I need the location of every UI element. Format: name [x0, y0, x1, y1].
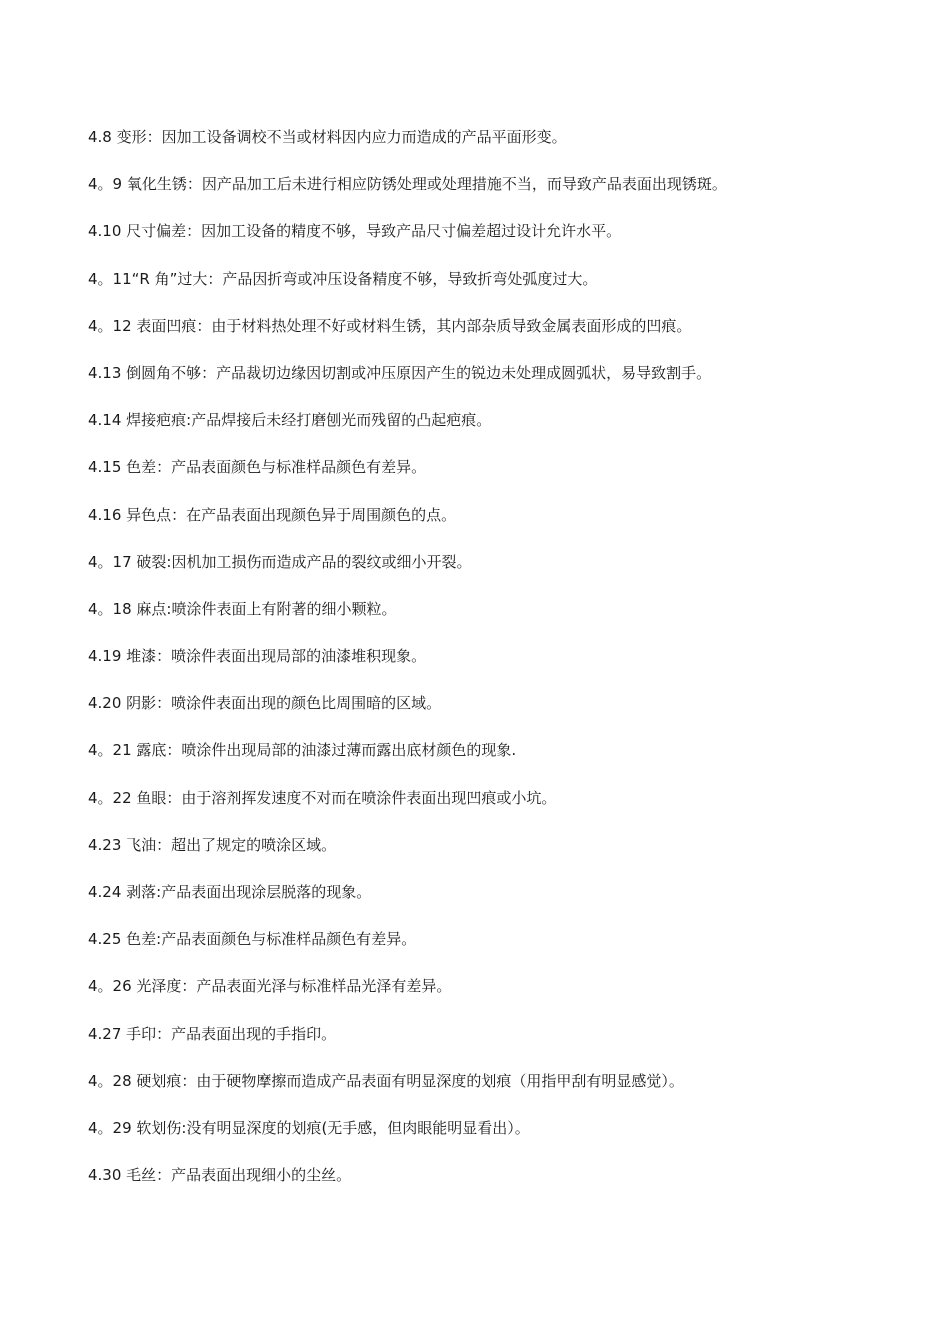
definition-item-4-15: 4.15 色差：产品表面颜色与标准样品颜色有差异。	[88, 458, 427, 477]
definition-item-4-10: 4.10 尺寸偏差：因加工设备的精度不够，导致产品尺寸偏差超过设计允许水平。	[88, 222, 622, 241]
definition-item-4-9: 4。9 氧化生锈：因产品加工后未进行相应防锈处理或处理措施不当，而导致产品表面出现锈斑。	[88, 175, 727, 194]
definition-item-4-20: 4.20 阴影：喷涂件表面出现的颜色比周围暗的区域。	[88, 694, 442, 713]
definition-item-4-25: 4.25 色差:产品表面颜色与标准样品颜色有差异。	[88, 930, 417, 949]
definition-item-4-18: 4。18 麻点:喷涂件表面上有附著的细小颗粒。	[88, 599, 397, 618]
definition-item-4-12: 4。12 表面凹痕：由于材料热处理不好或材料生锈，其内部杂质导致金属表面形成的凹痕。	[88, 316, 692, 335]
definition-item-4-26: 4。26 光泽度：产品表面光泽与标准样品光泽有差异。	[88, 977, 452, 996]
definition-item-4-30: 4.30 毛丝：产品表面出现细小的尘丝。	[88, 1166, 352, 1185]
definition-item-4-27: 4.27 手印：产品表面出现的手指印。	[88, 1024, 337, 1043]
definition-item-4-22: 4。22 鱼眼：由于溶剂挥发速度不对而在喷涂件表面出现凹痕或小坑。	[88, 788, 557, 807]
definition-item-4-11: 4。11“R 角”过大：产品因折弯或冲压设备精度不够，导致折弯处弧度过大。	[88, 269, 598, 288]
definition-list	[88, 125, 888, 1210]
definition-item-4-19: 4.19 堆漆：喷涂件表面出现局部的油漆堆积现象。	[88, 647, 427, 666]
definition-item-4-29: 4。29 软划伤:没有明显深度的划痕(无手感，但肉眼能明显看出）。	[88, 1118, 530, 1137]
definition-item-4-14: 4.14 焊接疤痕:产品焊接后未经打磨刨光而残留的凸起疤痕。	[88, 411, 492, 430]
definition-item-4-24: 4.24 剥落:产品表面出现涂层脱落的现象。	[88, 883, 372, 901]
definition-item-4-8: 4.8 变形：因加工设备调校不当或材料因内应力而造成的产品平面形变。	[88, 128, 567, 146]
definition-item-4-13: 4.13 倒圆角不够：产品裁切边缘因切割或冲压原因产生的锐边未处理成圆弧状，易导致割手。	[88, 363, 712, 382]
definition-item-4-21: 4。21 露底：喷涂件出现局部的油漆过薄而露出底材颜色的现象.	[88, 741, 517, 760]
definition-item-4-16: 4.16 异色点：在产品表面出现颜色异于周围颜色的点。	[88, 505, 457, 524]
definition-item-4-23: 4.23 飞油：超出了规定的喷涂区域。	[88, 835, 337, 854]
definition-item-4-17: 4。17 破裂:因机加工损伤而造成产品的裂纹或细小开裂。	[88, 552, 472, 571]
definition-item-4-28: 4。28 硬划痕：由于硬物摩擦而造成产品表面有明显深度的划痕（用指甲刮有明显感觉）。	[88, 1071, 684, 1090]
